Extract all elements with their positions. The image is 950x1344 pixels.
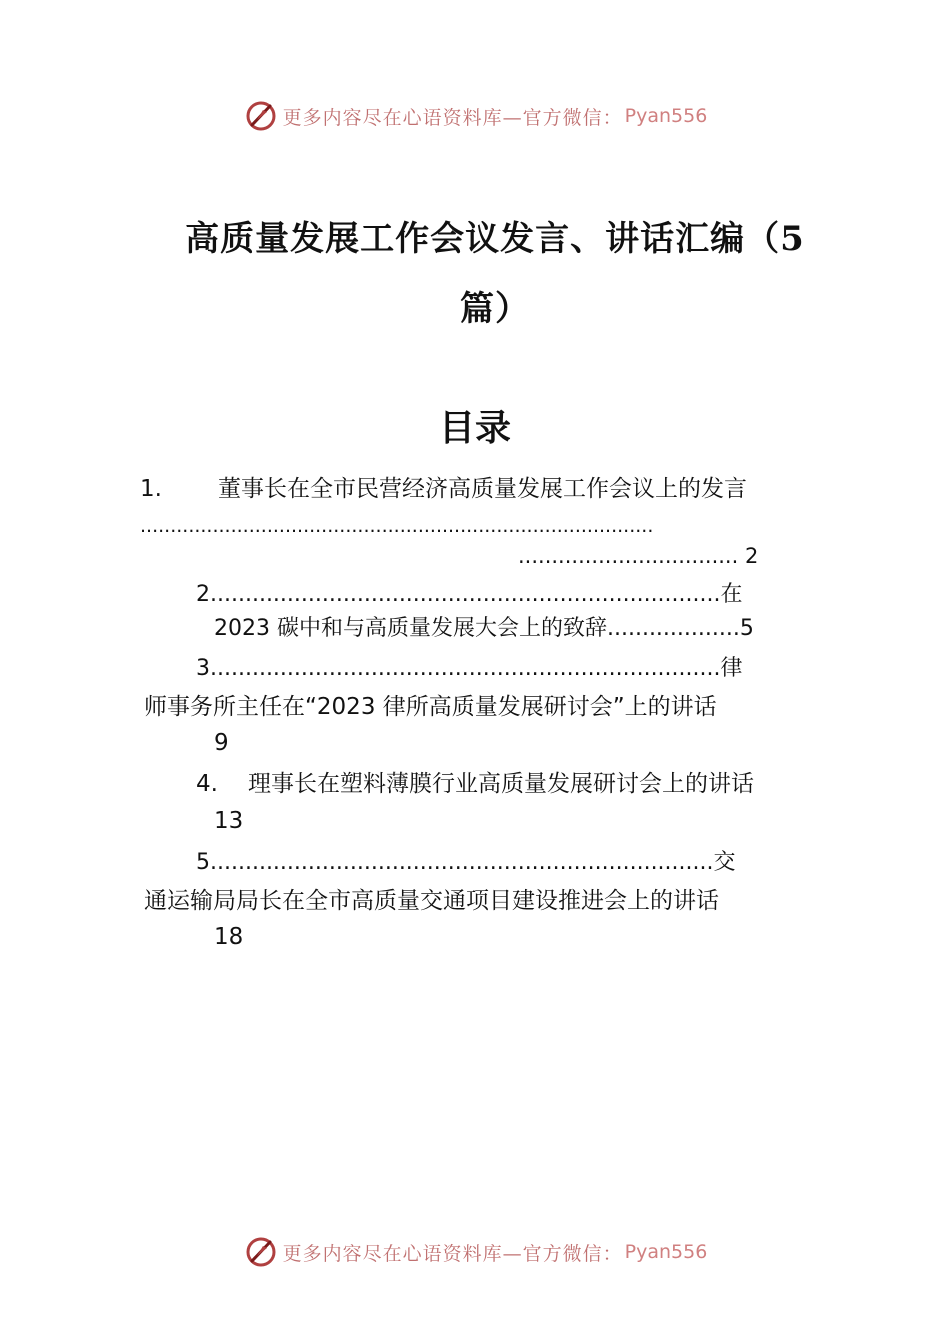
- banner-text: 更多内容尽在心语资料库—官方微信：: [282, 106, 623, 129]
- toc-entry-3-page: 9: [214, 730, 229, 756]
- title-line-1: 高质量发展工作会议发言、讲话汇编（5: [185, 219, 805, 259]
- document-title: [180, 204, 810, 344]
- quill-logo-icon: [243, 1234, 279, 1270]
- toc-entry-3-lead: 3.........................................................................律: [196, 656, 743, 681]
- toc-entry-1-number: 1.: [140, 476, 162, 502]
- toc-entry-1-page: ................................. 2: [518, 544, 759, 568]
- toc-entry-1-leader-dots: .....................................................................................: [140, 515, 654, 537]
- toc-entry-5-page: 18: [214, 924, 244, 950]
- toc-entry-4-page: 13: [214, 808, 244, 834]
- banner-text: 更多内容尽在心语资料库—官方微信：: [282, 1242, 623, 1265]
- banner-wechat-id: Pyan556: [624, 1241, 708, 1263]
- quill-logo-icon: [243, 98, 279, 134]
- toc-entry-2-title: 2023 碳中和与高质量发展大会上的致辞...................5: [214, 616, 754, 641]
- toc-heading: 目录: [438, 407, 511, 449]
- title-line-2: 篇）: [460, 289, 530, 329]
- banner-wechat-id: Pyan556: [624, 105, 708, 127]
- toc-entry-3-title: 师事务所主任在“2023 律所高质量发展研讨会”上的讲话: [144, 694, 717, 720]
- toc-entry-2-lead: 2.........................................................................在: [196, 582, 743, 607]
- toc-entry-1-title: 董事长在全市民营经济高质量发展工作会议上的发言: [218, 476, 747, 502]
- header-banner: [0, 96, 950, 136]
- toc-entry-5-title: 通运输局局长在全市高质量交通项目建设推进会上的讲话: [144, 888, 719, 914]
- toc-entry-4-number: 4.: [196, 771, 218, 797]
- footer-banner: [0, 1232, 950, 1272]
- toc-entry-4-title: 理事长在塑料薄膜行业高质量发展研讨会上的讲话: [248, 771, 754, 797]
- toc-entry-5-lead: 5........................................................................交: [196, 850, 736, 875]
